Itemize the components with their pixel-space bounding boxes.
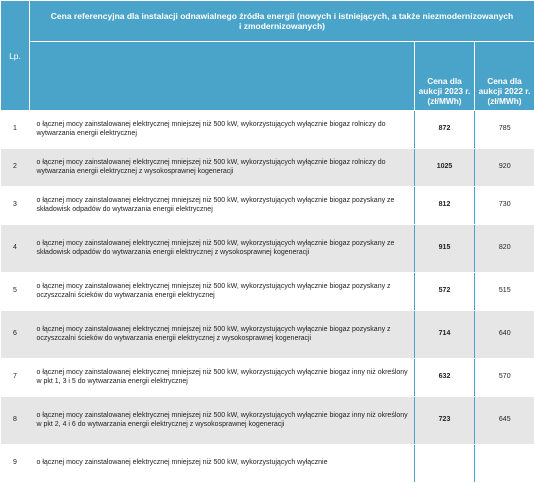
price-2023-header: Cena dla aukcji 2023 r. (zł/MWh): [415, 42, 475, 111]
row-description: o łącznej mocy zainstalowanej elektrycznej mniejszej niż 500 kW, wykorzystujących wyłącznie biogaz pozyskany ze składowisk odpadów do wytwarzania energii elektrycznej: [30, 187, 415, 225]
price-2023-cell: 812: [415, 187, 475, 225]
price-2022-cell: 640: [475, 311, 534, 359]
row-description: o łącznej mocy zainstalowanej elektrycznej mniejszej niż 500 kW, wykorzystujących wyłącznie biogaz pozyskany z oczyszczalni ścieków do wytwarzania energii elektrycznej z wysokosprawnej kogeneracji: [30, 311, 415, 359]
row-number: 5: [1, 273, 30, 311]
price-2022-cell: 785: [475, 111, 534, 149]
table-row: [1, 311, 534, 359]
row-description: o łącznej mocy zainstalowanej elektrycznej mniejszej niż 500 kW, wykorzystujących wyłącznie biogaz rolniczy do wytwarzania energii elektrycznej z wysokosprawnej kogeneracji: [30, 149, 415, 187]
table-row: [1, 397, 534, 445]
table-row: [1, 359, 534, 397]
row-description: o łącznej mocy zainstalowanej elektrycznej mniejszej niż 500 kW, wykorzystujących wyłącznie biogaz pozyskany ze składowisk odpadów do wytwarzania energii elektrycznej z wysokosprawnej kogeneracji: [30, 225, 415, 273]
price-2022-cell: 820: [475, 225, 534, 273]
row-number: 3: [1, 187, 30, 225]
row-number: 7: [1, 359, 30, 397]
price-2022-cell: 515: [475, 273, 534, 311]
price-2022-cell: 645: [475, 397, 534, 445]
row-description: o łącznej mocy zainstalowanej elektrycznej mniejszej niż 500 kW, wykorzystujących wyłącznie biogaz rolniczy do wytwarzania energii elektrycznej: [30, 111, 415, 149]
price-2023-cell: 632: [415, 359, 475, 397]
price-2023-cell: 872: [415, 111, 475, 149]
row-number: 8: [1, 397, 30, 445]
price-2022-cell: 570: [475, 359, 534, 397]
row-description: o łącznej mocy zainstalowanej elektrycznej mniejszej niż 500 kW, wykorzystujących wyłącznie: [30, 445, 415, 483]
table-row: [1, 187, 534, 225]
description-header: [30, 42, 415, 111]
price-2022-cell: 730: [475, 187, 534, 225]
row-number: 4: [1, 225, 30, 273]
lp-header: Lp.: [1, 1, 30, 111]
table-row: [1, 225, 534, 273]
table-row: [1, 445, 534, 483]
row-number: 2: [1, 149, 30, 187]
row-number: 1: [1, 111, 30, 149]
row-number: 9: [1, 445, 30, 483]
price-2023-cell: 915: [415, 225, 475, 273]
row-description: o łącznej mocy zainstalowanej elektrycznej mniejszej niż 500 kW, wykorzystujących wyłącznie biogaz pozyskany z oczyszczalni ścieków do wytwarzania energii elektrycznej: [30, 273, 415, 311]
price-2022-cell: [475, 445, 534, 483]
row-description: o łącznej mocy zainstalowanej elektrycznej mniejszej niż 500 kW, wykorzystujących wyłącznie biogaz inny niż określony w pkt 1, 3 i 5 do wytwarzania energii elektrycznej: [30, 359, 415, 397]
table-title: Cena referencyjna dla instalacji odnawialnego źródła energii (nowych i istniejących, a także niezmodernizowanych i zmodernizowanych): [30, 1, 534, 42]
table-row: [1, 111, 534, 149]
price-2022-header: Cena dla aukcji 2022 r. (zł/MWh): [475, 42, 534, 111]
row-number: 6: [1, 311, 30, 359]
price-2023-cell: 572: [415, 273, 475, 311]
price-2023-cell: 1025: [415, 149, 475, 187]
price-2022-cell: 920: [475, 149, 534, 187]
table-row: [1, 273, 534, 311]
row-description: o łącznej mocy zainstalowanej elektrycznej mniejszej niż 500 kW, wykorzystujących wyłącznie biogaz inny niż określony w pkt 2, 4 i 6 do wytwarzania energii elektrycznej z wysokosprawnej kogeneracji: [30, 397, 415, 445]
table-row: [1, 149, 534, 187]
price-2023-cell: [415, 445, 475, 483]
price-2023-cell: 714: [415, 311, 475, 359]
price-2023-cell: 723: [415, 397, 475, 445]
